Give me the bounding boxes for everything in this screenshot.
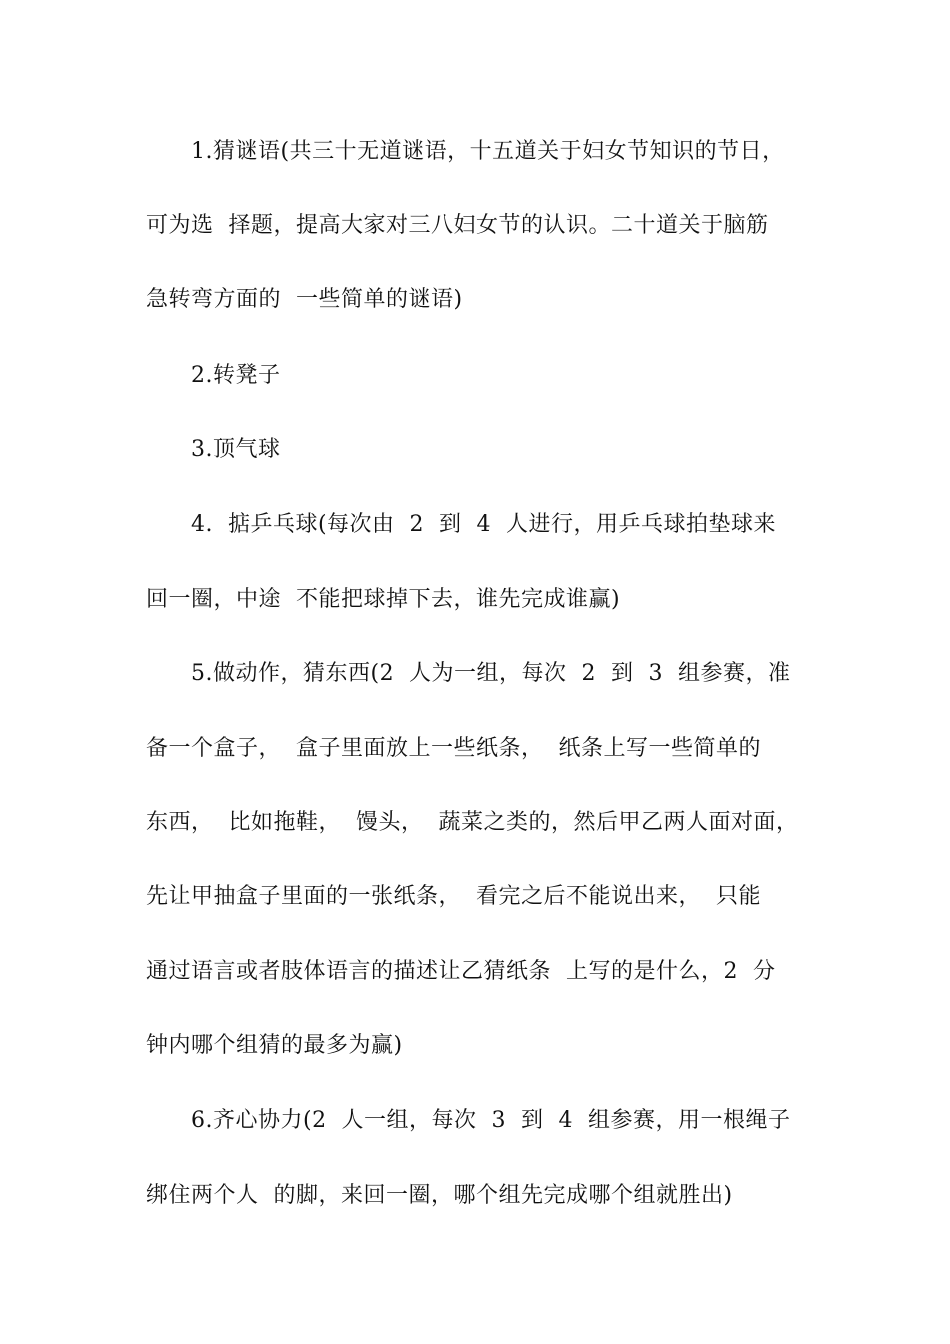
item-2-line: 2.转凳子 <box>191 363 281 388</box>
paragraph-1-line-3: 急转弯方面的 一些简单的谜语) <box>146 287 463 312</box>
paragraph-5-line-2: 备一个盒子， 盒子里面放上一些纸条， 纸条上写一些简单的 <box>146 736 761 761</box>
item-3-line: 3.顶气球 <box>191 437 281 462</box>
paragraph-6-line-2: 绑住两个人 的脚，来回一圈，哪个组先完成哪个组就胜出) <box>146 1183 733 1208</box>
paragraph-5-line-1: 5.做动作，猜东西(2 人为一组，每次 2 到 3 组参赛，准 <box>191 661 791 686</box>
paragraph-6-line-1: 6.齐心协力(2 人一组，每次 3 到 4 组参赛，用一根绳子 <box>191 1108 791 1133</box>
paragraph-5-line-4: 先让甲抽盒子里面的一张纸条， 看完之后不能说出来， 只能 <box>146 884 761 909</box>
paragraph-5-line-3: 东西， 比如拖鞋， 馒头， 蔬菜之类的，然后甲乙两人面对面， <box>146 810 799 835</box>
paragraph-5-line-6: 钟内哪个组猜的最多为赢) <box>146 1033 403 1058</box>
paragraph-5-line-5: 通过语言或者肢体语言的描述让乙猜纸条 上写的是什么，2 分 <box>146 959 776 984</box>
paragraph-4-line-1: 4. 掂乒乓球(每次由 2 到 4 人进行，用乒乓球拍垫球来 <box>191 512 777 537</box>
paragraph-4-line-2: 回一圈，中途 不能把球掉下去，谁先完成谁赢) <box>146 587 621 612</box>
paragraph-1-line-1: 1.猜谜语(共三十无道谜语，十五道关于妇女节知识的节日， <box>191 139 785 164</box>
paragraph-1-line-2: 可为选 择题，提高大家对三八妇女节的认识。二十道关于脑筋 <box>146 213 769 238</box>
